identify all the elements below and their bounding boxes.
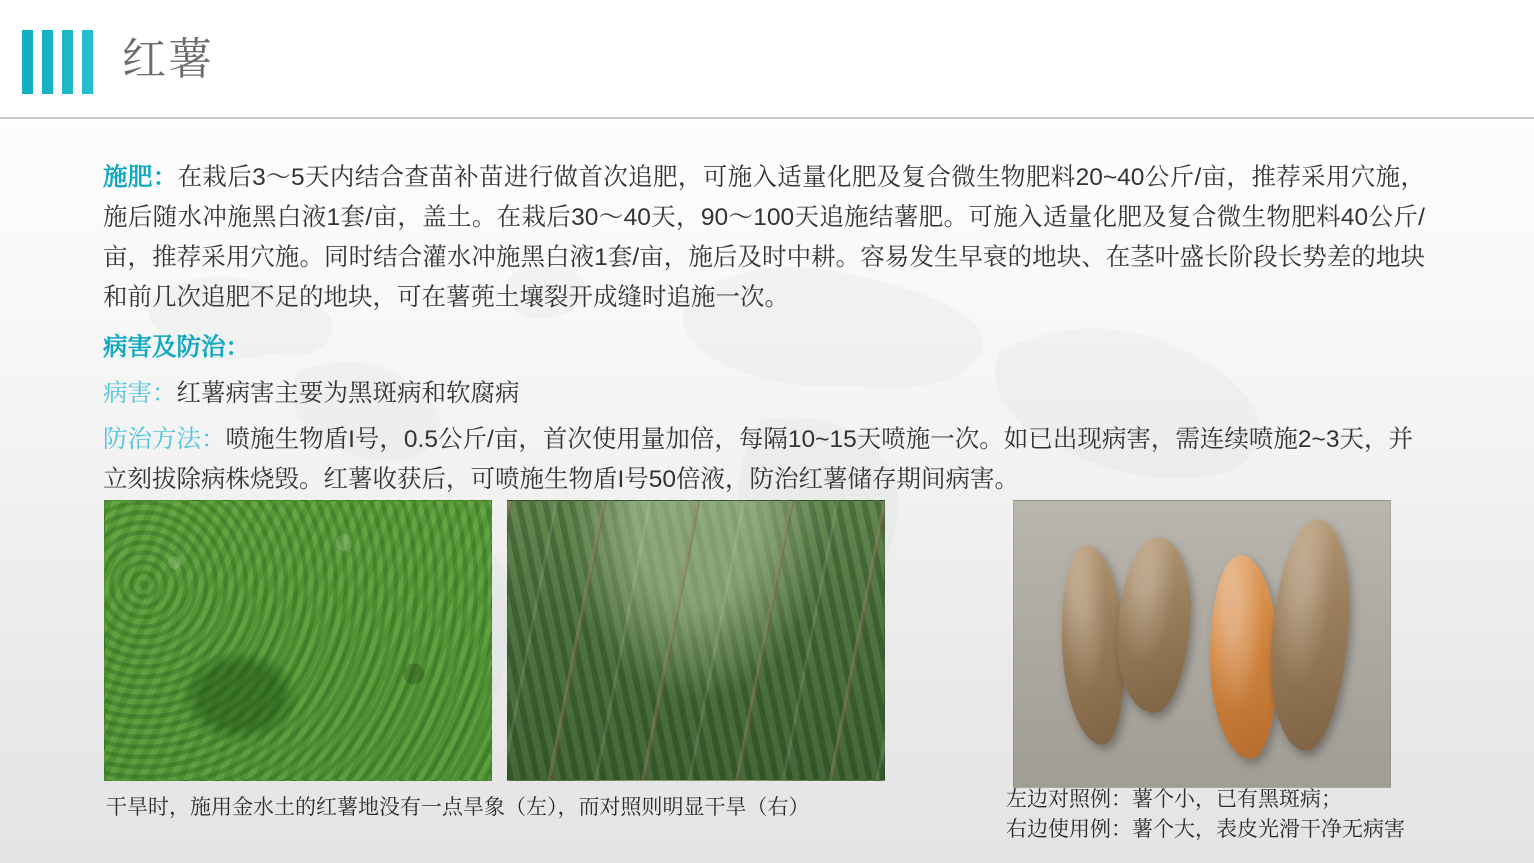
disease-section-label: 病害及防治： xyxy=(103,334,250,361)
photo-sweet-potato-field-control xyxy=(507,500,885,781)
paragraph-disease xyxy=(103,374,1425,414)
caption-right: 左边对照例：薯个小，已有黑斑病； 右边使用例：薯个大，表皮光滑干净无病害 xyxy=(1006,788,1405,841)
fertilization-text: 在栽后3～5天内结合查苗补苗进行做首次追肥，可施入适量化肥及复合微生物肥料20~40公斤/亩，推荐采用穴施，施后随水冲施黑白液1套/亩，盖土。在栽后30～40天，90～100天追施结薯肥。可施入适量化肥及复合微生物肥料40公斤/亩，推荐采用穴施。同时结合灌水冲施黑白液1套/亩，施后及时中耕。容易发生早衰的地块、在茎叶盛长阶段长势差的地块和前几次追肥不足的地块，可在薯蔸土壤裂开成缝时追施一次。 xyxy=(103,164,1425,311)
paragraph-control-method xyxy=(103,420,1413,500)
slide-header xyxy=(0,0,1534,118)
accent-bars-icon xyxy=(22,30,93,94)
fertilization-label: 施肥： xyxy=(103,164,178,191)
disease-label: 病害： xyxy=(103,380,177,407)
page-title: 红薯 xyxy=(122,35,214,84)
control-label: 防治方法： xyxy=(103,426,226,453)
paragraph-disease-heading xyxy=(103,328,1425,368)
control-text: 喷施生物盾I号，0.5公斤/亩，首次使用量加倍，每隔10~15天喷施一次。如已出现病害，需连续喷施2~3天，并立刻拔除病株烧毁。红薯收获后，可喷施生物盾I号50倍液，防治红薯储存期间病害。 xyxy=(103,426,1413,493)
disease-text: 红薯病害主要为黑斑病和软腐病 xyxy=(176,380,520,407)
paragraph-fertilization xyxy=(103,158,1425,318)
content-body xyxy=(103,158,1425,502)
photo-sweet-potato-field-irrigated xyxy=(104,500,492,781)
caption-left: 干旱时，施用金水土的红薯地没有一点旱象（左），而对照则明显干旱（右） xyxy=(106,796,810,819)
header-divider xyxy=(0,117,1534,119)
photo-harvested-tubers xyxy=(1013,500,1391,788)
